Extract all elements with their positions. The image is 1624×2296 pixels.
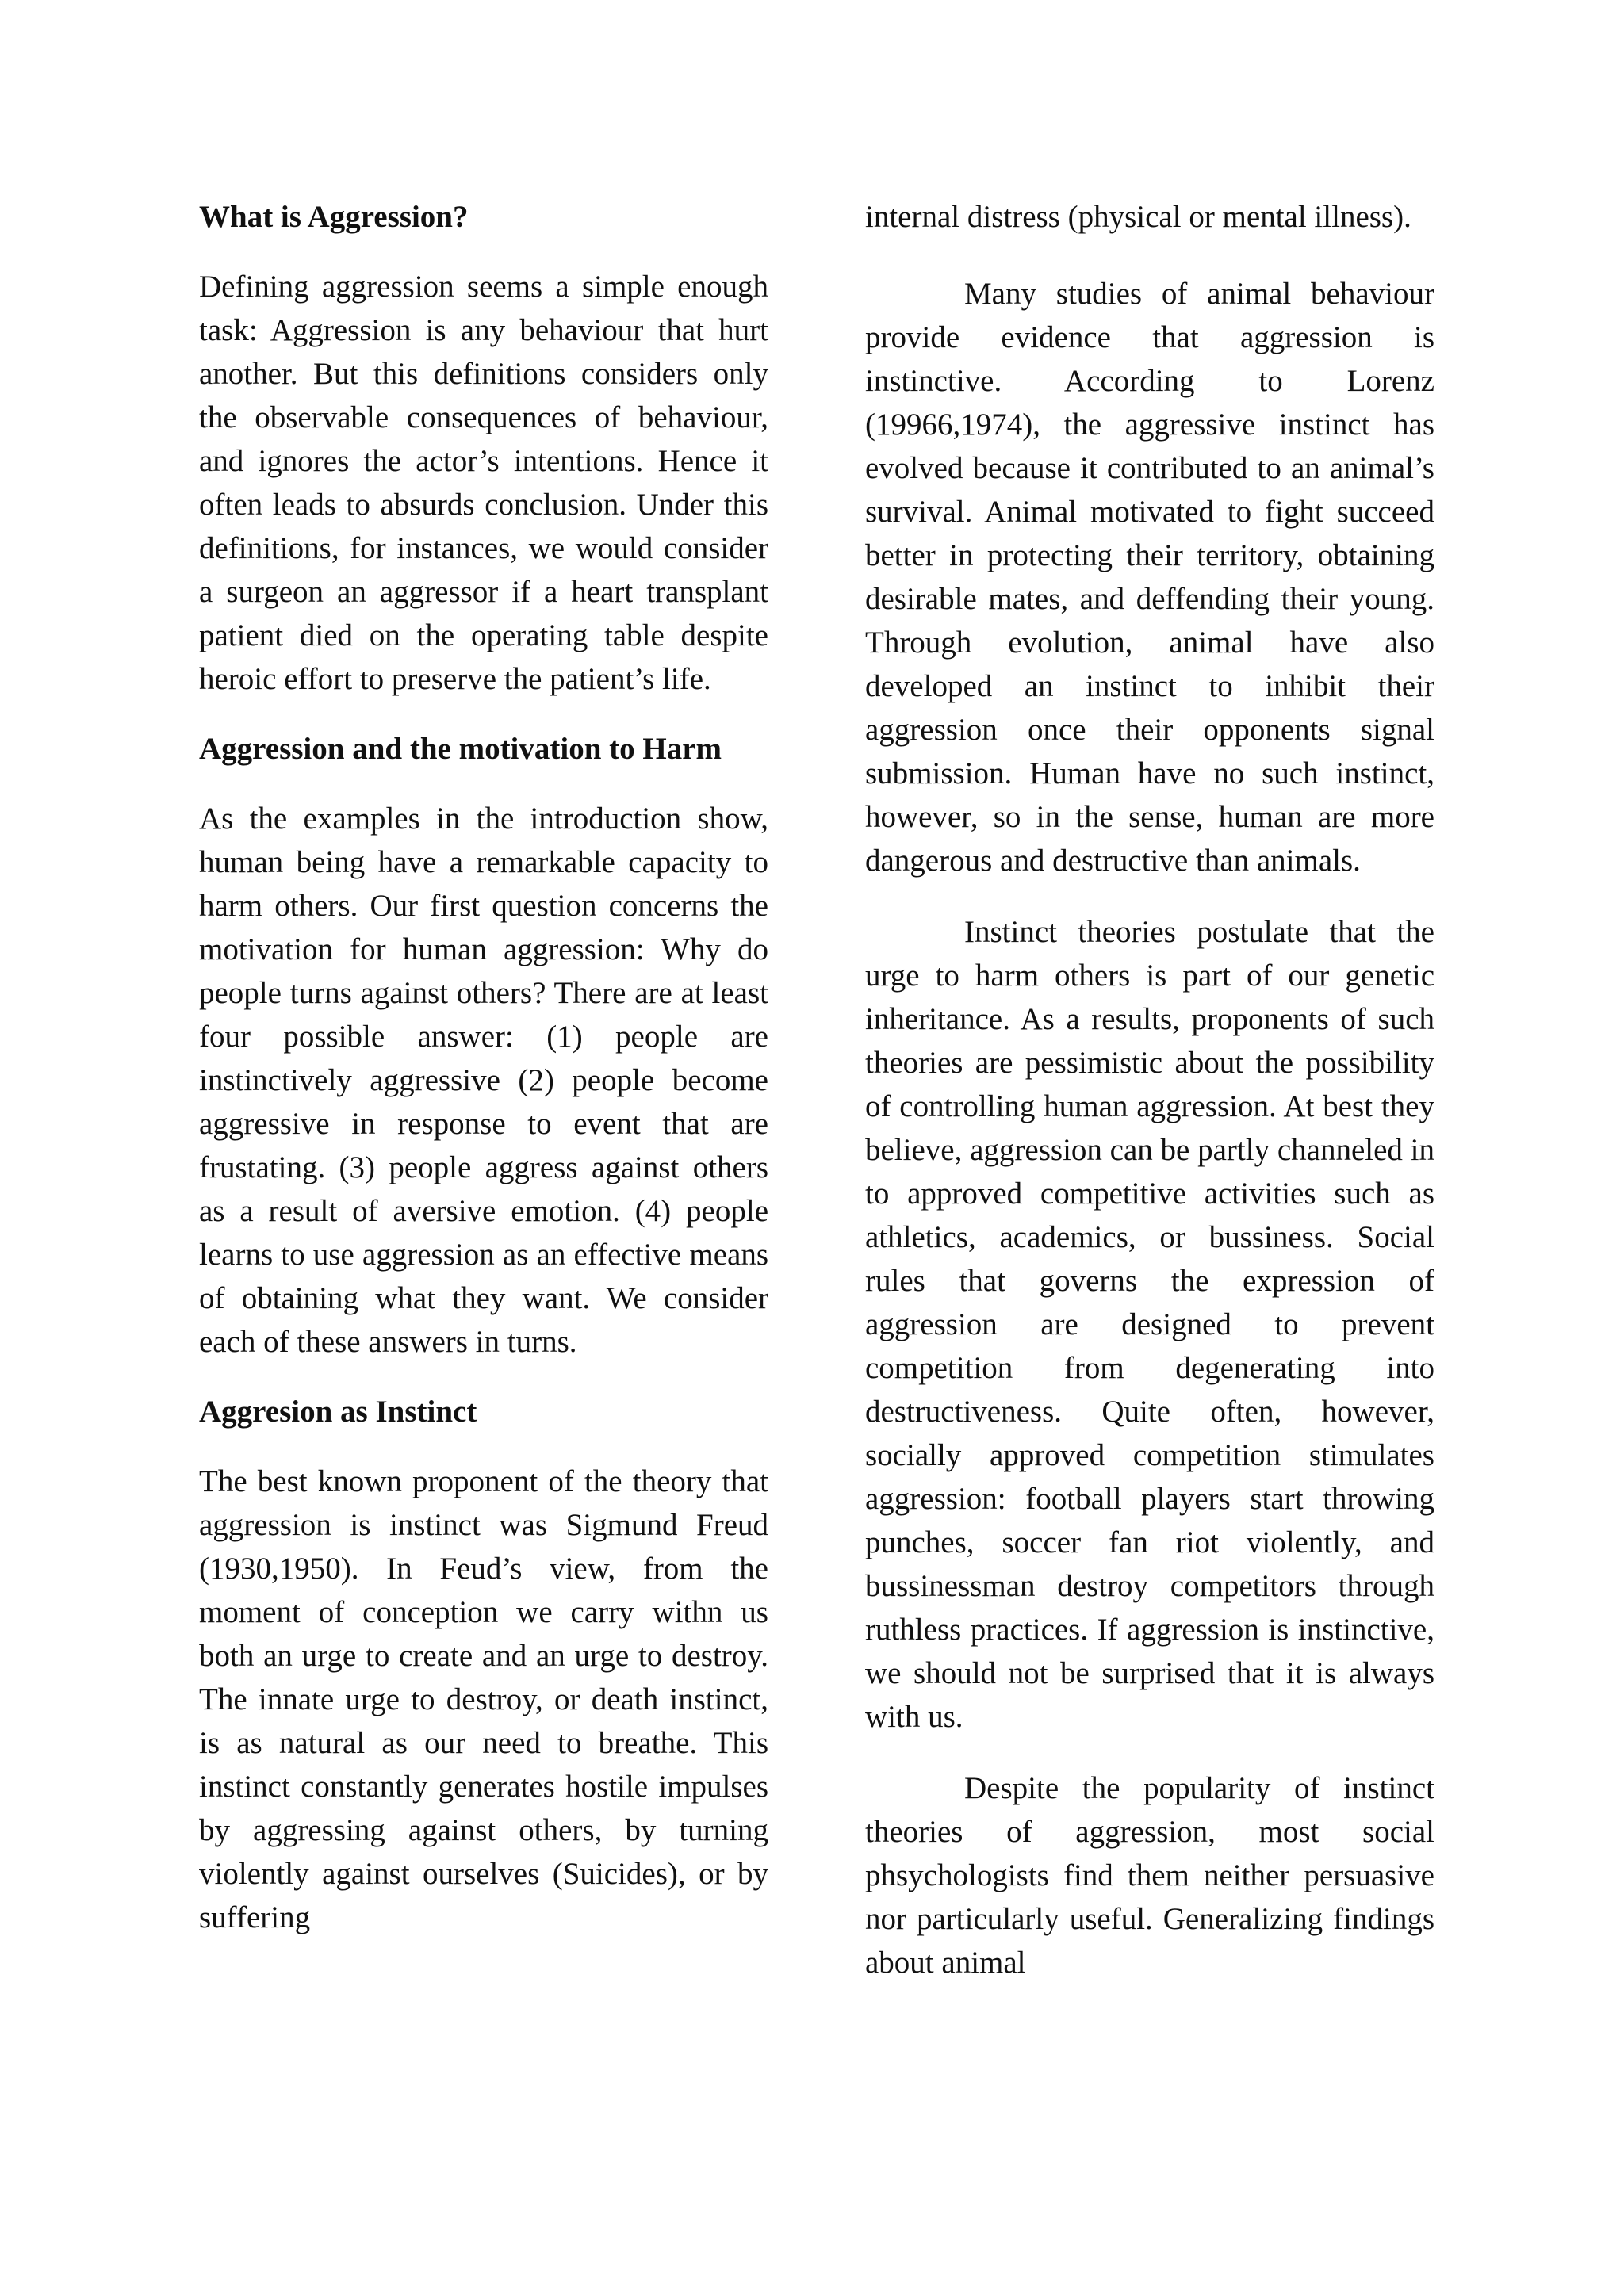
paragraph-instinct-theories: Instinct theories postulate that the urge to harm others is part of our genetic inheritance. As a results, proponents of such theories are pessimistic about the possibility of controlling human aggression. At best they believe, aggression can be partly channeled in to approved competitive activities such as athletics, academics, or bussiness. Social rules that governs the expression of aggression are designed to prevent competition from degenerating into destructiveness. Quite often, however, socially approved competition stimulates aggression: football players start throwing punches, soccer fan riot violently, and bussinessman destroy competitors through ruthless practices. If aggression is instinctive, we should not be surprised that it is always with us. — [865, 915, 1434, 1734]
paragraph-continuation: internal distress (physical or mental illness). — [865, 200, 1411, 234]
paragraph-despite-popularity: Despite the popularity of instinct theories of aggression, most social phsychologists find them neither persuasive nor particularly useful. Generalizing findings about animal — [865, 1771, 1434, 1980]
heading-motivation-to-harm: Aggression and the motivation to Harm — [199, 732, 722, 766]
paragraph-motivation: As the examples in the introduction show, human being have a remarkable capacity to harm others. Our first question concerns the motivation for human aggression: Why do people turns against others? There are at least four possible answer: (1) people are instinctively aggressive (2) people become aggressive in response to event that are frustating. (3) people aggress against others as a result of aversive emotion. (4) people learns to use aggression as an effective means of obtaining what they want. We consider each of these answers in turns. — [199, 802, 768, 1359]
heading-aggression-as-instinct: Aggresion as Instinct — [199, 1395, 477, 1429]
heading-what-is-aggression: What is Aggression? — [199, 200, 469, 234]
left-column — [199, 195, 768, 1939]
right-column — [865, 195, 1434, 2012]
paragraph-animal-studies: Many studies of animal behaviour provide evidence that aggression is instinctive. According to Lorenz (19966,1974), the aggressive instinct has evolved because it contributed to an animal’s survival. Animal motivated to fight succeed better in protecting their territory, obtaining desirable mates, and deffending their young. Through evolution, animal have also developed an instinct to inhibit their aggression once their opponents signal submission. Human have no such instinct, however, so in the sense, human are more dangerous and destructive than animals. — [865, 277, 1434, 878]
paragraph-defining-aggression: Defining aggression seems a simple enough task: Aggression is any behaviour that hurt another. But this definitions considers only the observable consequences of behaviour, and ignores the actor’s intentions. Hence it often leads to absurds conclusion. Under this definitions, for instances, we would consider a surgeon an aggressor if a heart transplant patient died on the operating table despite heroic effort to preserve the patient’s life. — [199, 270, 768, 696]
paragraph-freud-theory: The best known proponent of the theory that aggression is instinct was Sigmund Freud (1930,1950). In Feud’s view, from the moment of conception we carry withn us both an urge to create and an urge to destroy. The innate urge to destroy, or death instinct, is as natural as our need to breathe. This instinct constantly generates hostile impulses by aggressing against others, by turning violently against ourselves (Suicides), or by suffering — [199, 1464, 768, 1934]
